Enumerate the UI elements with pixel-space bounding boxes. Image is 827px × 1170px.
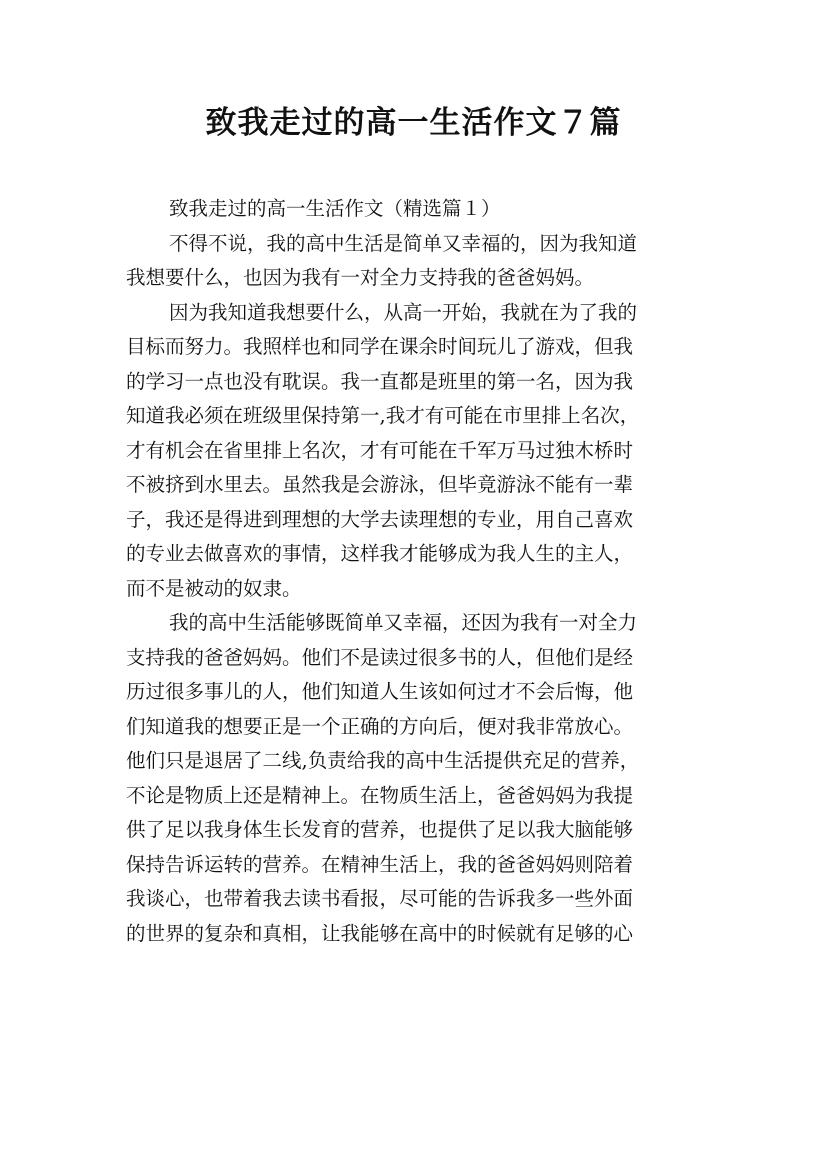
text-line: 的专业去做喜欢的事情，这样我才能够成为我人生的主人， — [126, 542, 634, 565]
text-line: 历过很多事儿的人，他们知道人生该如何过才不会后悔，他 — [126, 680, 634, 703]
text-line: 我的高中生活能够既简单又幸福，还因为我有一对全力 — [169, 611, 638, 634]
text-line: 供了足以我身体生长发育的营养，也提供了足以我大脑能够 — [126, 818, 634, 841]
text-line: 因为我知道我想要什么，从高一开始，我就在为了我的 — [169, 300, 638, 324]
text-line: 而不是被动的奴隶。 — [126, 576, 302, 600]
text-line: 不论是物质上还是精神上。在物质生活上，爸爸妈妈为我提 — [126, 783, 634, 807]
text-line: 我谈心，也带着我去读书看报，尽可能的告诉我多一些外面 — [126, 887, 634, 910]
text-line: 不得不说，我的高中生活是简单又幸福的，因为我知道 — [169, 231, 638, 255]
text-line: 他们只是退居了二线,负责给我的高中生活提供充足的营养， — [126, 749, 640, 772]
document-body — [126, 192, 716, 951]
text-line: 支持我的爸爸妈妈。他们不是读过很多书的人，但他们是经 — [126, 645, 634, 669]
text-line: 的世界的复杂和真相，让我能够在高中的时候就有足够的心 — [126, 921, 634, 945]
text-line: 子，我还是得进到理想的大学去读理想的专业，用自己喜欢 — [126, 507, 634, 531]
text-line: 才有机会在省里排上名次，才有可能在千军万马过独木桥时 — [126, 438, 634, 462]
section-heading: 致我走过的高一生活作文（精选篇１） — [169, 197, 501, 220]
text-line: 不被挤到水里去。虽然我是会游泳，但毕竟游泳不能有一辈 — [126, 473, 634, 496]
document-title: 致我走过的高一生活作文７篇 — [205, 105, 622, 141]
text-line: 们知道我的想要正是一个正确的方向后，便对我非常放心。 — [126, 714, 634, 738]
text-line: 的学习一点也没有耽误。我一直都是班里的第一名，因为我 — [126, 369, 634, 393]
text-line: 我想要什么，也因为我有一对全力支持我的爸爸妈妈。 — [126, 266, 595, 289]
text-line: 目标而努力。我照样也和同学在课余时间玩儿了游戏，但我 — [126, 335, 634, 358]
text-line: 知道我必须在班级里保持第一,我才有可能在市里排上名次， — [126, 404, 640, 427]
text-line: 保持告诉运转的营养。在精神生活上，我的爸爸妈妈则陪着 — [126, 852, 634, 876]
